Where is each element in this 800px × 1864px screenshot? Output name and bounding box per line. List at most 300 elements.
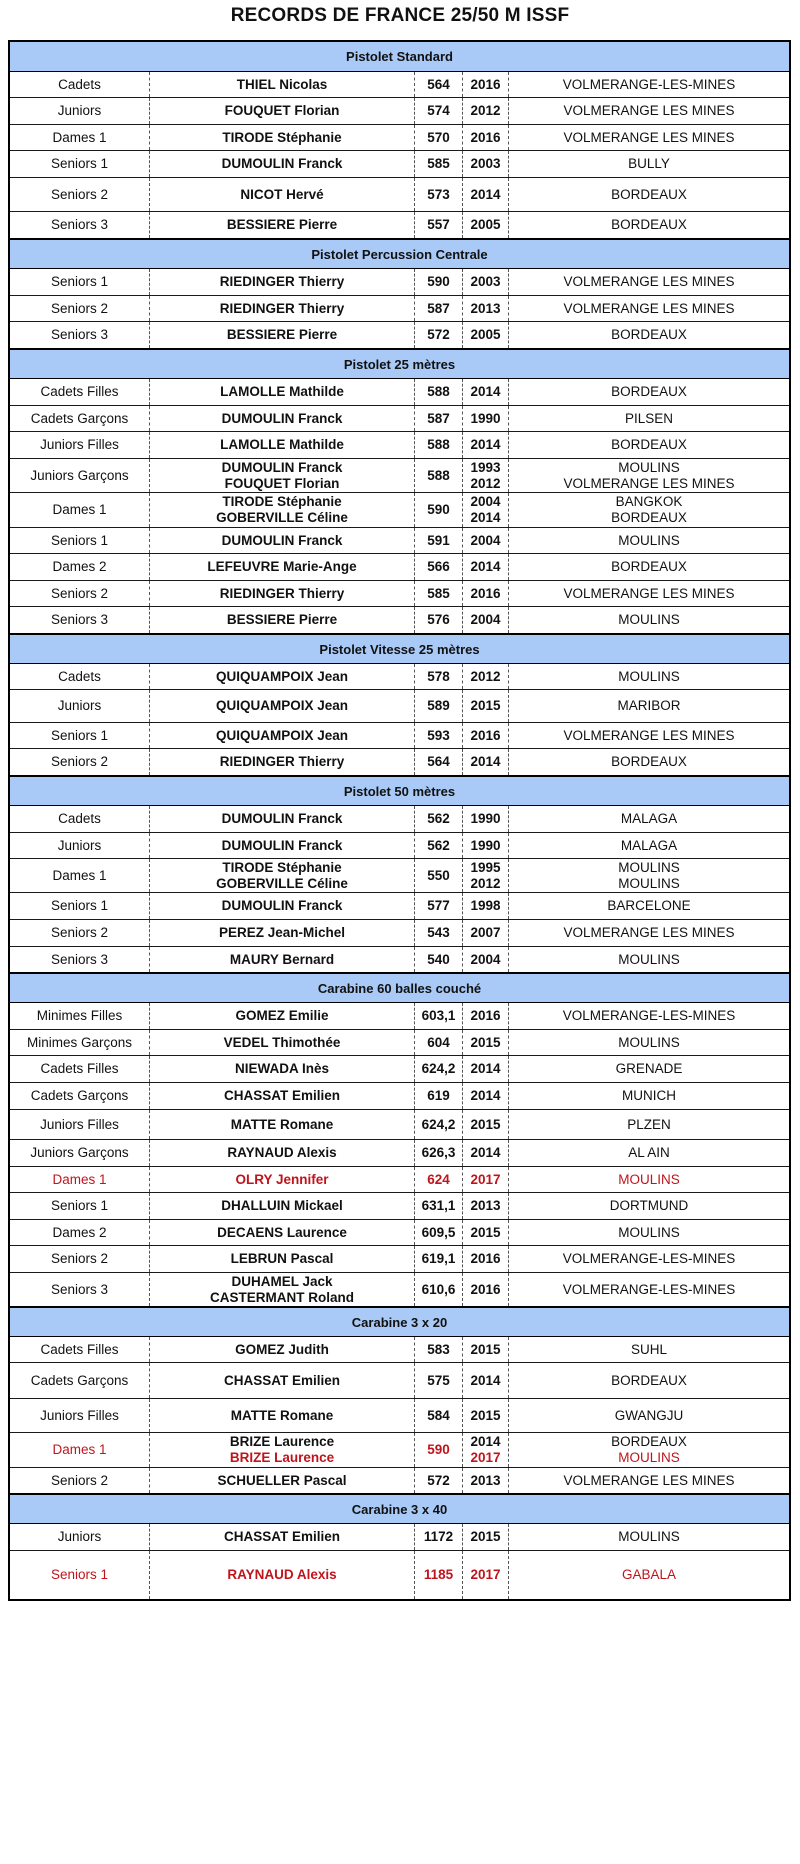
place-cell xyxy=(509,178,789,211)
name-cell xyxy=(150,1246,415,1272)
year-text: 2012 xyxy=(470,475,501,491)
category-cell: Cadets Garçons xyxy=(10,1083,150,1109)
table-row xyxy=(10,1245,789,1272)
name-text: MAURY Bernard xyxy=(229,951,335,967)
place-cell xyxy=(509,459,789,492)
name-text: QUIQUAMPOIX Jean xyxy=(215,727,349,743)
name-cell xyxy=(150,723,415,748)
name-cell xyxy=(150,98,415,124)
year-text: 2012 xyxy=(470,103,501,118)
place-text: DORTMUND xyxy=(609,1198,689,1213)
score-cell: 1172 xyxy=(415,1524,463,1550)
name-text: CHASSAT Emilien xyxy=(223,1529,340,1544)
score-cell: 585 xyxy=(415,581,463,606)
name-text: VEDEL Thimothée xyxy=(223,1034,341,1050)
place-cell xyxy=(509,1246,789,1272)
name-text: NIEWADA Inès xyxy=(234,1061,329,1076)
score-cell: 609,5 xyxy=(415,1220,463,1245)
place-text: MOULINS xyxy=(618,1529,680,1544)
name-cell xyxy=(150,1551,415,1599)
name-text: QUIQUAMPOIX Jean xyxy=(215,668,349,684)
year-text: 1990 xyxy=(470,837,501,853)
record-section xyxy=(10,1493,789,1599)
place-cell xyxy=(509,528,789,553)
place-cell xyxy=(509,749,789,775)
table-row xyxy=(10,211,789,238)
name-text: DECAENS Laurence xyxy=(217,1224,347,1240)
place-text: GABALA xyxy=(621,1567,677,1582)
place-cell xyxy=(509,72,789,97)
name-text: CASTERMANT Roland xyxy=(210,1289,354,1305)
year-cell xyxy=(463,947,509,972)
place-cell xyxy=(509,379,789,405)
place-text: PILSEN xyxy=(624,410,674,426)
year-cell xyxy=(463,459,509,492)
name-cell xyxy=(150,296,415,321)
name-cell xyxy=(150,947,415,972)
name-cell xyxy=(150,1399,415,1432)
place-cell xyxy=(509,1273,789,1306)
year-cell xyxy=(463,607,509,633)
score-cell: 585 xyxy=(415,151,463,177)
year-cell xyxy=(463,296,509,321)
name-cell xyxy=(150,859,415,892)
score-cell: 590 xyxy=(415,493,463,527)
year-cell xyxy=(463,432,509,458)
year-text: 2005 xyxy=(470,217,501,232)
name-cell xyxy=(150,1337,415,1362)
place-cell xyxy=(509,581,789,606)
record-section xyxy=(10,775,789,972)
category-cell: Seniors 3 xyxy=(10,947,150,972)
year-text: 2015 xyxy=(470,1034,501,1050)
place-cell xyxy=(509,1524,789,1550)
category-cell: Dames 1 xyxy=(10,125,150,150)
score-cell: 576 xyxy=(415,607,463,633)
table-row xyxy=(10,1166,789,1192)
category-cell: Juniors xyxy=(10,690,150,722)
category-cell: Juniors Garçons xyxy=(10,459,150,492)
score-cell: 575 xyxy=(415,1363,463,1398)
year-text: 2014 xyxy=(470,1145,501,1160)
place-cell xyxy=(509,322,789,348)
place-text: VOLMERANGE-LES-MINES xyxy=(562,76,736,92)
category-cell: Cadets xyxy=(10,806,150,832)
name-text: BRIZE Laurence xyxy=(229,1434,335,1449)
score-cell: 624 xyxy=(415,1167,463,1192)
page-title: RECORDS DE FRANCE 25/50 M ISSF xyxy=(230,5,570,26)
score-cell: 583 xyxy=(415,1337,463,1362)
category-cell: Seniors 3 xyxy=(10,1273,150,1306)
score-cell: 543 xyxy=(415,920,463,946)
year-cell xyxy=(463,1083,509,1109)
name-cell xyxy=(150,690,415,722)
year-text: 2004 xyxy=(470,951,501,967)
table-row xyxy=(10,150,789,177)
place-text: BANGKOK xyxy=(615,494,683,509)
year-text: 2014 xyxy=(470,186,501,202)
name-cell xyxy=(150,806,415,832)
category-cell: Seniors 2 xyxy=(10,178,150,211)
table-row xyxy=(10,1362,789,1398)
name-text: QUIQUAMPOIX Jean xyxy=(215,698,349,713)
name-cell xyxy=(150,833,415,858)
table-row xyxy=(10,295,789,321)
place-cell xyxy=(509,893,789,919)
record-section xyxy=(10,633,789,775)
year-text: 2016 xyxy=(470,129,501,145)
table-row xyxy=(10,689,789,722)
category-cell: Minimes Filles xyxy=(10,1003,150,1029)
name-text: NICOT Hervé xyxy=(240,186,324,202)
name-text: DUMOULIN Franck xyxy=(221,459,343,475)
table-row xyxy=(10,1467,789,1493)
name-text: PEREZ Jean-Michel xyxy=(218,925,346,940)
place-text: VOLMERANGE LES MINES xyxy=(563,727,735,743)
category-cell: Seniors 1 xyxy=(10,723,150,748)
name-cell xyxy=(150,72,415,97)
year-cell xyxy=(463,859,509,892)
name-text: RIEDINGER Thierry xyxy=(219,300,345,316)
place-cell xyxy=(509,98,789,124)
name-text: BESSIERE Pierre xyxy=(226,217,338,232)
score-cell: 562 xyxy=(415,833,463,858)
place-text: MOULINS xyxy=(618,1171,680,1187)
year-cell xyxy=(463,1110,509,1139)
place-cell xyxy=(509,296,789,321)
score-cell: 588 xyxy=(415,379,463,405)
year-text: 2016 xyxy=(470,76,501,92)
name-cell xyxy=(150,432,415,458)
table-row xyxy=(10,1055,789,1082)
category-cell: Juniors Garçons xyxy=(10,1140,150,1166)
year-cell xyxy=(463,1273,509,1306)
year-text: 2013 xyxy=(470,300,501,316)
year-text: 2014 xyxy=(470,559,501,574)
year-text: 2014 xyxy=(470,437,501,452)
year-text: 2015 xyxy=(470,698,501,713)
section-header: Carabine 60 balles couché xyxy=(10,972,789,1002)
name-text: RIEDINGER Thierry xyxy=(219,585,345,601)
category-cell: Seniors 2 xyxy=(10,749,150,775)
year-text: 2014 xyxy=(470,510,501,525)
year-cell xyxy=(463,1193,509,1219)
year-text: 1995 xyxy=(470,859,501,875)
year-cell xyxy=(463,581,509,606)
year-text: 1998 xyxy=(470,898,501,913)
place-cell xyxy=(509,947,789,972)
category-cell: Seniors 1 xyxy=(10,1193,150,1219)
year-cell xyxy=(463,1003,509,1029)
category-cell: Cadets Garçons xyxy=(10,1363,150,1398)
table-row xyxy=(10,1550,789,1599)
year-text: 2004 xyxy=(470,612,501,627)
score-cell: 570 xyxy=(415,125,463,150)
table-row xyxy=(10,124,789,150)
score-cell: 631,1 xyxy=(415,1193,463,1219)
year-text: 2015 xyxy=(470,1224,501,1240)
table-row xyxy=(10,919,789,946)
table-row xyxy=(10,1272,789,1306)
year-text: 2012 xyxy=(470,875,501,891)
category-cell: Seniors 1 xyxy=(10,528,150,553)
table-row xyxy=(10,663,789,689)
name-text: BRIZE Laurence xyxy=(229,1450,335,1465)
section-rows xyxy=(10,71,789,238)
place-cell xyxy=(509,920,789,946)
place-cell xyxy=(509,432,789,458)
place-cell xyxy=(509,664,789,689)
year-text: 2015 xyxy=(470,1529,501,1544)
year-cell xyxy=(463,1337,509,1362)
year-cell xyxy=(463,493,509,527)
place-cell xyxy=(509,1363,789,1398)
table-row xyxy=(10,1139,789,1166)
name-text: TIRODE Stéphanie xyxy=(222,859,342,875)
name-text: CHASSAT Emilien xyxy=(223,1372,340,1388)
category-cell: Seniors 2 xyxy=(10,920,150,946)
table-row xyxy=(10,892,789,919)
table-row xyxy=(10,858,789,892)
category-cell: Dames 1 xyxy=(10,859,150,892)
score-cell: 587 xyxy=(415,406,463,431)
category-cell: Cadets Filles xyxy=(10,1337,150,1362)
place-text: BORDEAUX xyxy=(611,327,687,342)
year-text: 1993 xyxy=(470,459,501,475)
table-row xyxy=(10,946,789,972)
name-text: DHALLUIN Mickael xyxy=(221,1198,343,1213)
year-cell xyxy=(463,406,509,431)
name-cell xyxy=(150,269,415,295)
table-row xyxy=(10,1219,789,1245)
place-cell xyxy=(509,723,789,748)
year-cell xyxy=(463,893,509,919)
category-cell: Seniors 1 xyxy=(10,151,150,177)
place-text: MOULINS xyxy=(618,459,680,475)
year-cell xyxy=(463,125,509,150)
place-cell xyxy=(509,1083,789,1109)
score-cell: 619,1 xyxy=(415,1246,463,1272)
category-cell: Minimes Garçons xyxy=(10,1030,150,1055)
year-cell xyxy=(463,322,509,348)
year-text: 2014 xyxy=(470,754,501,769)
section-header: Pistolet 50 mètres xyxy=(10,775,789,805)
score-cell: 593 xyxy=(415,723,463,748)
year-cell xyxy=(463,1056,509,1082)
year-text: 2015 xyxy=(470,1407,501,1423)
place-text: BORDEAUX xyxy=(611,559,687,574)
section-header: Carabine 3 x 40 xyxy=(10,1493,789,1523)
record-section xyxy=(10,42,789,238)
year-cell xyxy=(463,98,509,124)
table-row xyxy=(10,492,789,527)
year-text: 2013 xyxy=(470,1198,501,1213)
name-cell xyxy=(150,1167,415,1192)
category-cell: Cadets Garçons xyxy=(10,406,150,431)
name-cell xyxy=(150,1140,415,1166)
place-text: MOULINS xyxy=(618,1450,680,1465)
place-text: BORDEAUX xyxy=(611,384,687,399)
name-cell xyxy=(150,664,415,689)
section-rows xyxy=(10,378,789,633)
section-rows xyxy=(10,268,789,348)
section-rows xyxy=(10,1523,789,1599)
place-cell xyxy=(509,1551,789,1599)
section-header: Pistolet 25 mètres xyxy=(10,348,789,378)
place-text: BORDEAUX xyxy=(611,1434,687,1449)
name-cell xyxy=(150,581,415,606)
year-cell xyxy=(463,920,509,946)
year-cell xyxy=(463,72,509,97)
table-row xyxy=(10,1029,789,1055)
category-cell: Dames 2 xyxy=(10,1220,150,1245)
name-text: GOMEZ Emilie xyxy=(235,1008,329,1023)
place-text: BARCELONE xyxy=(607,898,691,913)
name-cell xyxy=(150,1056,415,1082)
score-cell: 540 xyxy=(415,947,463,972)
place-text: SUHL xyxy=(630,1341,667,1357)
year-text: 2017 xyxy=(470,1171,501,1187)
place-text: MOULINS xyxy=(618,532,680,548)
place-text: BORDEAUX xyxy=(611,217,687,232)
place-text: VOLMERANGE LES MINES xyxy=(563,1472,735,1488)
year-cell xyxy=(463,1524,509,1550)
year-cell xyxy=(463,178,509,211)
name-text: DUMOULIN Franck xyxy=(221,811,343,826)
score-cell: 624,2 xyxy=(415,1056,463,1082)
place-cell xyxy=(509,1003,789,1029)
category-cell: Seniors 3 xyxy=(10,322,150,348)
name-cell xyxy=(150,178,415,211)
place-text: MARIBOR xyxy=(617,698,681,713)
section-rows xyxy=(10,1336,789,1493)
place-text: VOLMERANGE LES MINES xyxy=(563,925,735,940)
table-row xyxy=(10,321,789,348)
score-cell: 564 xyxy=(415,72,463,97)
year-cell xyxy=(463,1167,509,1192)
table-row xyxy=(10,580,789,606)
table-row xyxy=(10,378,789,405)
year-text: 2015 xyxy=(470,1116,501,1132)
place-cell xyxy=(509,1167,789,1192)
name-cell xyxy=(150,406,415,431)
category-cell: Seniors 3 xyxy=(10,212,150,238)
place-cell xyxy=(509,833,789,858)
section-header: Pistolet Vitesse 25 mètres xyxy=(10,633,789,663)
name-text: RIEDINGER Thierry xyxy=(219,274,345,289)
name-text: CHASSAT Emilien xyxy=(223,1088,340,1103)
place-cell xyxy=(509,1140,789,1166)
year-text: 2005 xyxy=(470,327,501,342)
name-cell xyxy=(150,125,415,150)
score-cell: 564 xyxy=(415,749,463,775)
year-cell xyxy=(463,528,509,553)
place-text: BORDEAUX xyxy=(611,437,687,452)
year-cell xyxy=(463,1363,509,1398)
name-text: RIEDINGER Thierry xyxy=(219,754,345,769)
year-cell xyxy=(463,1468,509,1493)
year-text: 2016 xyxy=(470,585,501,601)
year-text: 2014 xyxy=(470,1061,501,1076)
place-text: MALAGA xyxy=(620,837,678,853)
record-section xyxy=(10,348,789,633)
table-row xyxy=(10,832,789,858)
name-text: DUMOULIN Franck xyxy=(221,898,343,913)
place-text: VOLMERANGE LES MINES xyxy=(563,274,735,289)
place-text: GRENADE xyxy=(615,1061,683,1076)
year-cell xyxy=(463,1030,509,1055)
place-cell xyxy=(509,859,789,892)
table-row xyxy=(10,606,789,633)
place-text: MOULINS xyxy=(618,1034,680,1050)
place-cell xyxy=(509,607,789,633)
category-cell: Seniors 1 xyxy=(10,269,150,295)
year-cell xyxy=(463,379,509,405)
category-cell: Cadets xyxy=(10,72,150,97)
category-cell: Dames 1 xyxy=(10,1167,150,1192)
place-text: MOULINS xyxy=(618,612,680,627)
name-cell xyxy=(150,1003,415,1029)
name-cell xyxy=(150,554,415,580)
name-text: LEFEUVRE Marie-Ange xyxy=(207,559,357,574)
name-text: GOBERVILLE Céline xyxy=(216,875,348,891)
name-cell xyxy=(150,1433,415,1467)
place-text: MOULINS xyxy=(618,859,680,875)
name-text: BESSIERE Pierre xyxy=(226,612,338,627)
table-row xyxy=(10,268,789,295)
score-cell: 573 xyxy=(415,178,463,211)
name-text: GOBERVILLE Céline xyxy=(216,510,348,525)
year-cell xyxy=(463,1433,509,1467)
category-cell: Seniors 2 xyxy=(10,296,150,321)
place-text: VOLMERANGE LES MINES xyxy=(563,300,735,316)
category-cell: Seniors 3 xyxy=(10,607,150,633)
name-text: TIRODE Stéphanie xyxy=(222,129,342,145)
category-cell: Seniors 1 xyxy=(10,1551,150,1599)
place-cell xyxy=(509,1337,789,1362)
score-cell: 589 xyxy=(415,690,463,722)
year-text: 2003 xyxy=(470,156,501,171)
score-cell: 603,1 xyxy=(415,1003,463,1029)
name-cell xyxy=(150,459,415,492)
table-row xyxy=(10,1432,789,1467)
place-text: MOULINS xyxy=(618,1224,680,1240)
table-row xyxy=(10,458,789,492)
year-text: 2016 xyxy=(470,1281,501,1297)
table-row xyxy=(10,1523,789,1550)
year-cell xyxy=(463,806,509,832)
table-row xyxy=(10,748,789,775)
place-cell xyxy=(509,1030,789,1055)
place-cell xyxy=(509,806,789,832)
score-cell: 626,3 xyxy=(415,1140,463,1166)
name-cell xyxy=(150,1083,415,1109)
place-text: VOLMERANGE LES MINES xyxy=(563,585,735,601)
name-text: THIEL Nicolas xyxy=(236,76,328,92)
table-row xyxy=(10,1109,789,1139)
place-text: PLZEN xyxy=(627,1116,671,1132)
year-cell xyxy=(463,723,509,748)
year-text: 2017 xyxy=(470,1450,501,1465)
record-section xyxy=(10,238,789,348)
name-cell xyxy=(150,749,415,775)
name-text: DUMOULIN Franck xyxy=(221,837,343,853)
section-rows xyxy=(10,805,789,972)
name-text: RAYNAUD Alexis xyxy=(227,1145,337,1160)
table-row xyxy=(10,177,789,211)
name-cell xyxy=(150,1468,415,1493)
place-cell xyxy=(509,269,789,295)
